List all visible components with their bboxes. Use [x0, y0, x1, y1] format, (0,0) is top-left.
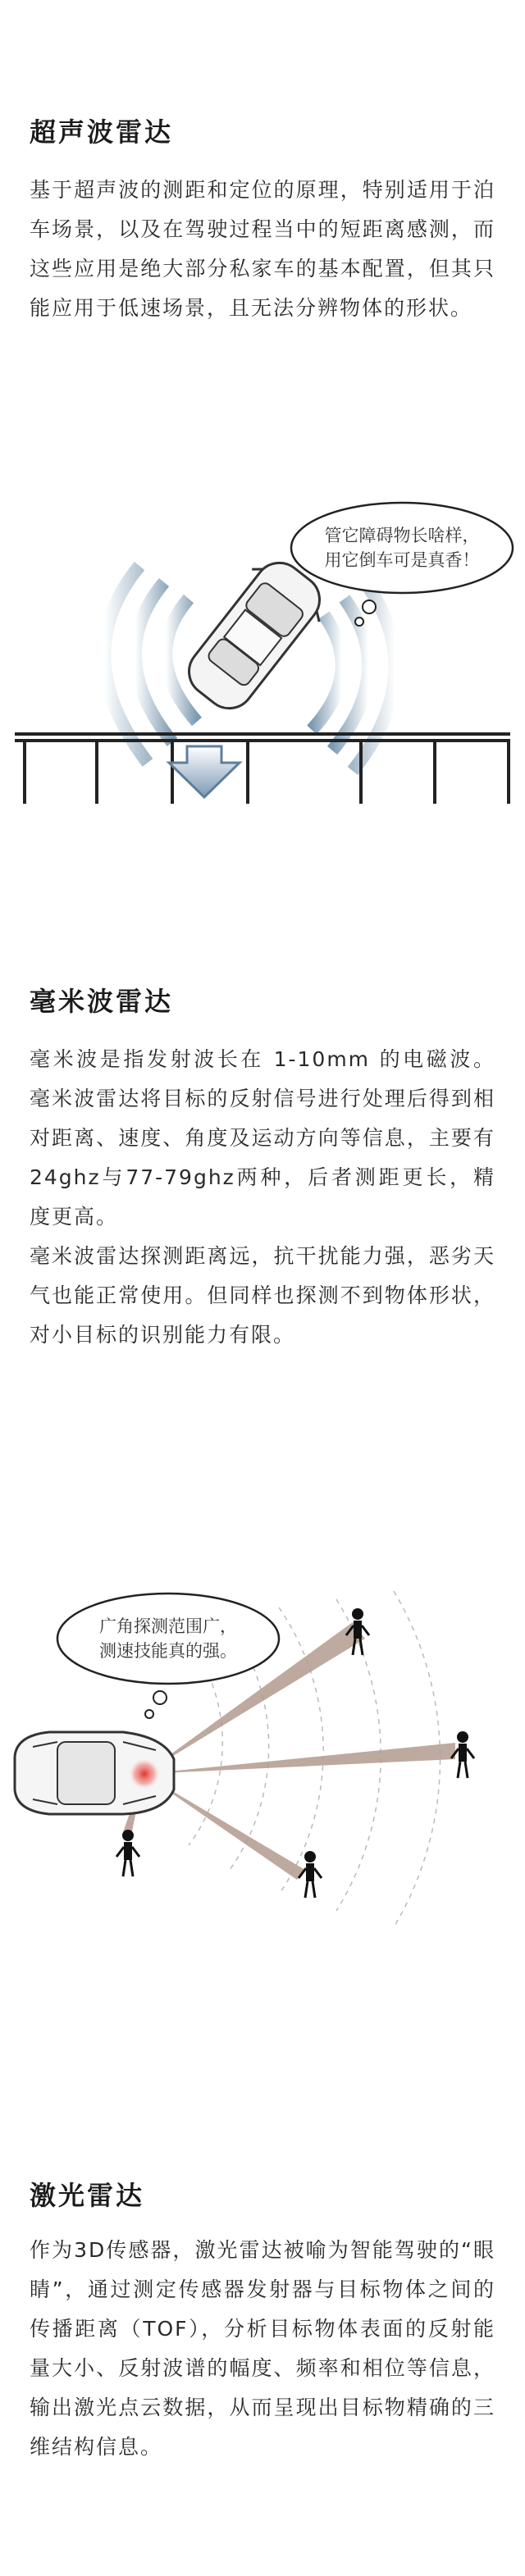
ultrasonic-wave-right [312, 582, 395, 771]
pedestrian-icon [299, 1851, 322, 1898]
section-title-lidar: 激光雷达 [30, 2180, 145, 2211]
mmwave-radar-illustration [0, 1575, 525, 1952]
paragraph-mmwave-1: 毫米波是指发射波长在 1-10mm 的电磁波。毫米波雷达将目标的反射信号进行处理后得到相对距离、速度、角度及运动方向等信息，主要有24ghz与77-79ghz两种，后者测距更长，精度更高。 [30, 1047, 495, 1229]
pedestrian-icon [451, 1731, 474, 1778]
ultrasonic-parking-illustration [0, 492, 525, 820]
bubble-line-1: 广角探测范围广， [99, 1616, 237, 1636]
paragraph-mmwave-2: 毫米波雷达探测距离远，抗干扰能力强，恶劣天气也能正常使用。但同样也探测不到物体形状，对小目标的识别能力有限。 [30, 1244, 495, 1347]
bubble-line-2: 测速技能真的强。 [99, 1641, 237, 1661]
bubble-line-2: 用它倒车可是真香！ [324, 550, 480, 570]
speech-bubble-mmwave [57, 1593, 279, 1718]
paragraph-ultrasonic: 基于超声波的测距和定位的原理，特别适用于泊车场景，以及在驾驶过程当中的短距离感测，而这些应用是绝大部分私家车的基本配置，但其只能应用于低速场景，且无法分辨物体的形状。 [30, 178, 495, 320]
paragraph-lidar: 作为3D传感器，激光雷达被喻为智能驾驶的“眼睛”，通过测定传感器发射器与目标物体之间的传播距离（TOF），分析目标物体表面的反射能量大小、反射波谱的幅度、频率和相位等信息，输出激光点云数据，从而呈现出目标物精确的三维结构信息。 [30, 2238, 495, 2459]
bubble-line-1: 管它障碍物长啥样， [324, 526, 480, 545]
pedestrian-icon [116, 1830, 139, 1876]
reverse-arrow-icon [169, 746, 240, 797]
section-title-ultrasonic: 超声波雷达 [30, 116, 174, 148]
radar-sensor-dot [128, 1758, 161, 1790]
section-title-mmwave: 毫米波雷达 [30, 986, 174, 1017]
speech-bubble-ultrasonic [291, 503, 513, 626]
parking-lines [15, 734, 510, 804]
